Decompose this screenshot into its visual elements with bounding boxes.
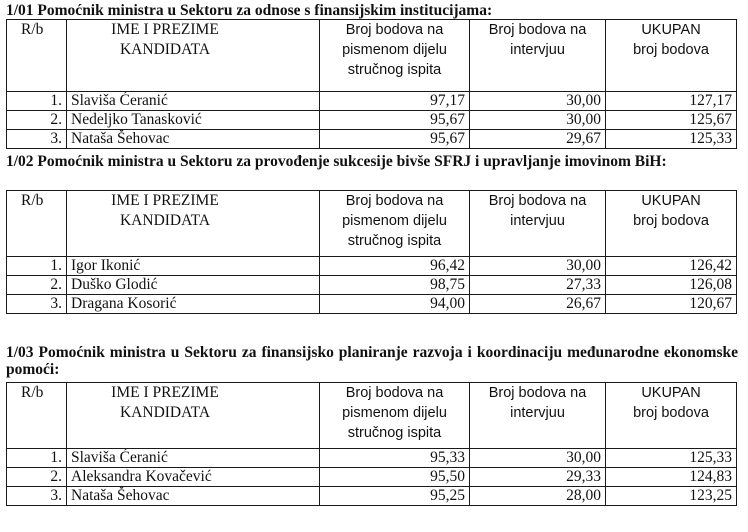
col-total-header bbox=[606, 191, 737, 257]
row-index: 3. bbox=[7, 130, 67, 149]
col-total-header-line2: broj bodova bbox=[633, 213, 709, 229]
candidate-name: Dragana Kosorić bbox=[67, 295, 320, 314]
section-2-table bbox=[6, 190, 737, 314]
row-index: 3. bbox=[7, 295, 67, 314]
table-header-row bbox=[7, 191, 737, 257]
candidate-name: Nataša Šehovac bbox=[67, 487, 320, 506]
written-score: 94,00 bbox=[320, 295, 470, 314]
total-score: 126,42 bbox=[606, 257, 737, 276]
total-score: 126,08 bbox=[606, 276, 737, 295]
col-rb-header: R/b bbox=[7, 383, 67, 449]
col-interview-header-line2: intervjuu bbox=[510, 42, 565, 58]
col-written-header-line2: pismenom dijelu bbox=[342, 42, 447, 58]
col-written-header bbox=[320, 191, 470, 257]
col-name-header-line2: KANDIDATA bbox=[119, 404, 211, 421]
table-row bbox=[7, 130, 737, 149]
interview-score: 30,00 bbox=[470, 449, 606, 468]
col-written-header-line3: stručnog ispita bbox=[347, 233, 442, 249]
interview-score: 28,00 bbox=[470, 487, 606, 506]
section-1-title: 1/01 Pomoćnik ministra u Sektoru za odnose s finansijskim institucijama: bbox=[6, 2, 493, 19]
col-interview-header-line1: Broj bodova na bbox=[488, 193, 587, 209]
candidate-name: Igor Ikonić bbox=[67, 257, 320, 276]
table-row bbox=[7, 111, 737, 130]
col-written-header-line1: Broj bodova na bbox=[345, 193, 444, 209]
col-interview-header-line1: Broj bodova na bbox=[488, 22, 587, 38]
row-index: 1. bbox=[7, 449, 67, 468]
table-row bbox=[7, 449, 737, 468]
candidate-name: Aleksandra Kovačević bbox=[67, 468, 320, 487]
section-2-title: 1/02 Pomoćnik ministra u Sektoru za provođenje sukcesije bivše SFRJ i upravljanje imovinom BiH: bbox=[6, 153, 667, 170]
col-name-header bbox=[67, 20, 320, 92]
col-written-header-line3: stručnog ispita bbox=[347, 62, 442, 78]
col-name-header-line1: IME I PREZIME bbox=[111, 192, 219, 209]
section-1-table bbox=[6, 19, 737, 149]
table-row bbox=[7, 276, 737, 295]
col-name-header-line1: IME I PREZIME bbox=[111, 384, 219, 401]
col-total-header-line1: UKUPAN bbox=[641, 22, 701, 38]
total-score: 120,67 bbox=[606, 295, 737, 314]
table-row bbox=[7, 92, 737, 111]
written-score: 95,33 bbox=[320, 449, 470, 468]
col-interview-header-line2: intervjuu bbox=[510, 405, 565, 421]
col-written-header-line3: stručnog ispita bbox=[347, 425, 442, 441]
col-written-header bbox=[320, 20, 470, 92]
col-total-header-line2: broj bodova bbox=[633, 42, 709, 58]
col-total-header bbox=[606, 383, 737, 449]
interview-score: 29,33 bbox=[470, 468, 606, 487]
interview-score: 29,67 bbox=[470, 130, 606, 149]
table-row bbox=[7, 257, 737, 276]
written-score: 98,75 bbox=[320, 276, 470, 295]
row-index: 2. bbox=[7, 276, 67, 295]
candidate-name: Slaviša Ćeranić bbox=[67, 92, 320, 111]
written-score: 97,17 bbox=[320, 92, 470, 111]
col-written-header bbox=[320, 383, 470, 449]
col-written-header-line2: pismenom dijelu bbox=[342, 213, 447, 229]
col-written-header-line2: pismenom dijelu bbox=[342, 405, 447, 421]
col-interview-header-line1: Broj bodova na bbox=[488, 385, 587, 401]
written-score: 95,67 bbox=[320, 130, 470, 149]
col-rb-header: R/b bbox=[7, 191, 67, 257]
col-name-header bbox=[67, 383, 320, 449]
total-score: 125,67 bbox=[606, 111, 737, 130]
candidate-name: Nedeljko Tanasković bbox=[67, 111, 320, 130]
col-total-header-line1: UKUPAN bbox=[641, 193, 701, 209]
row-index: 3. bbox=[7, 487, 67, 506]
interview-score: 30,00 bbox=[470, 92, 606, 111]
col-interview-header bbox=[470, 20, 606, 92]
total-score: 127,17 bbox=[606, 92, 737, 111]
interview-score: 30,00 bbox=[470, 257, 606, 276]
table-row bbox=[7, 468, 737, 487]
written-score: 95,67 bbox=[320, 111, 470, 130]
col-name-header bbox=[67, 191, 320, 257]
interview-score: 30,00 bbox=[470, 111, 606, 130]
table-row bbox=[7, 487, 737, 506]
col-total-header-line2: broj bodova bbox=[633, 405, 709, 421]
row-index: 2. bbox=[7, 468, 67, 487]
section-3-title: 1/03 Pomoćnik ministra u Sektoru za finansijsko planiranje razvoja i koordinaciju međunarodne ekonomske pomoći: bbox=[6, 344, 738, 378]
row-index: 1. bbox=[7, 92, 67, 111]
row-index: 2. bbox=[7, 111, 67, 130]
table-header-row bbox=[7, 383, 737, 449]
col-name-header-line1: IME I PREZIME bbox=[111, 21, 219, 38]
col-rb-header: R/b bbox=[7, 20, 67, 92]
col-total-header bbox=[606, 20, 737, 92]
section-3-table bbox=[6, 382, 737, 506]
total-score: 124,83 bbox=[606, 468, 737, 487]
col-interview-header bbox=[470, 383, 606, 449]
col-interview-header-line2: intervjuu bbox=[510, 213, 565, 229]
candidate-name: Duško Glodić bbox=[67, 276, 320, 295]
total-score: 123,25 bbox=[606, 487, 737, 506]
col-total-header-line1: UKUPAN bbox=[641, 385, 701, 401]
written-score: 95,50 bbox=[320, 468, 470, 487]
col-interview-header bbox=[470, 191, 606, 257]
written-score: 95,25 bbox=[320, 487, 470, 506]
candidate-name: Slaviša Ćeranić bbox=[67, 449, 320, 468]
total-score: 125,33 bbox=[606, 449, 737, 468]
col-name-header-line2: KANDIDATA bbox=[119, 212, 211, 229]
interview-score: 27,33 bbox=[470, 276, 606, 295]
row-index: 1. bbox=[7, 257, 67, 276]
col-written-header-line1: Broj bodova na bbox=[345, 22, 444, 38]
written-score: 96,42 bbox=[320, 257, 470, 276]
col-written-header-line1: Broj bodova na bbox=[345, 385, 444, 401]
table-row bbox=[7, 295, 737, 314]
interview-score: 26,67 bbox=[470, 295, 606, 314]
col-name-header-line2: KANDIDATA bbox=[119, 41, 211, 58]
table-header-row bbox=[7, 20, 737, 92]
candidate-name: Nataša Šehovac bbox=[67, 130, 320, 149]
total-score: 125,33 bbox=[606, 130, 737, 149]
